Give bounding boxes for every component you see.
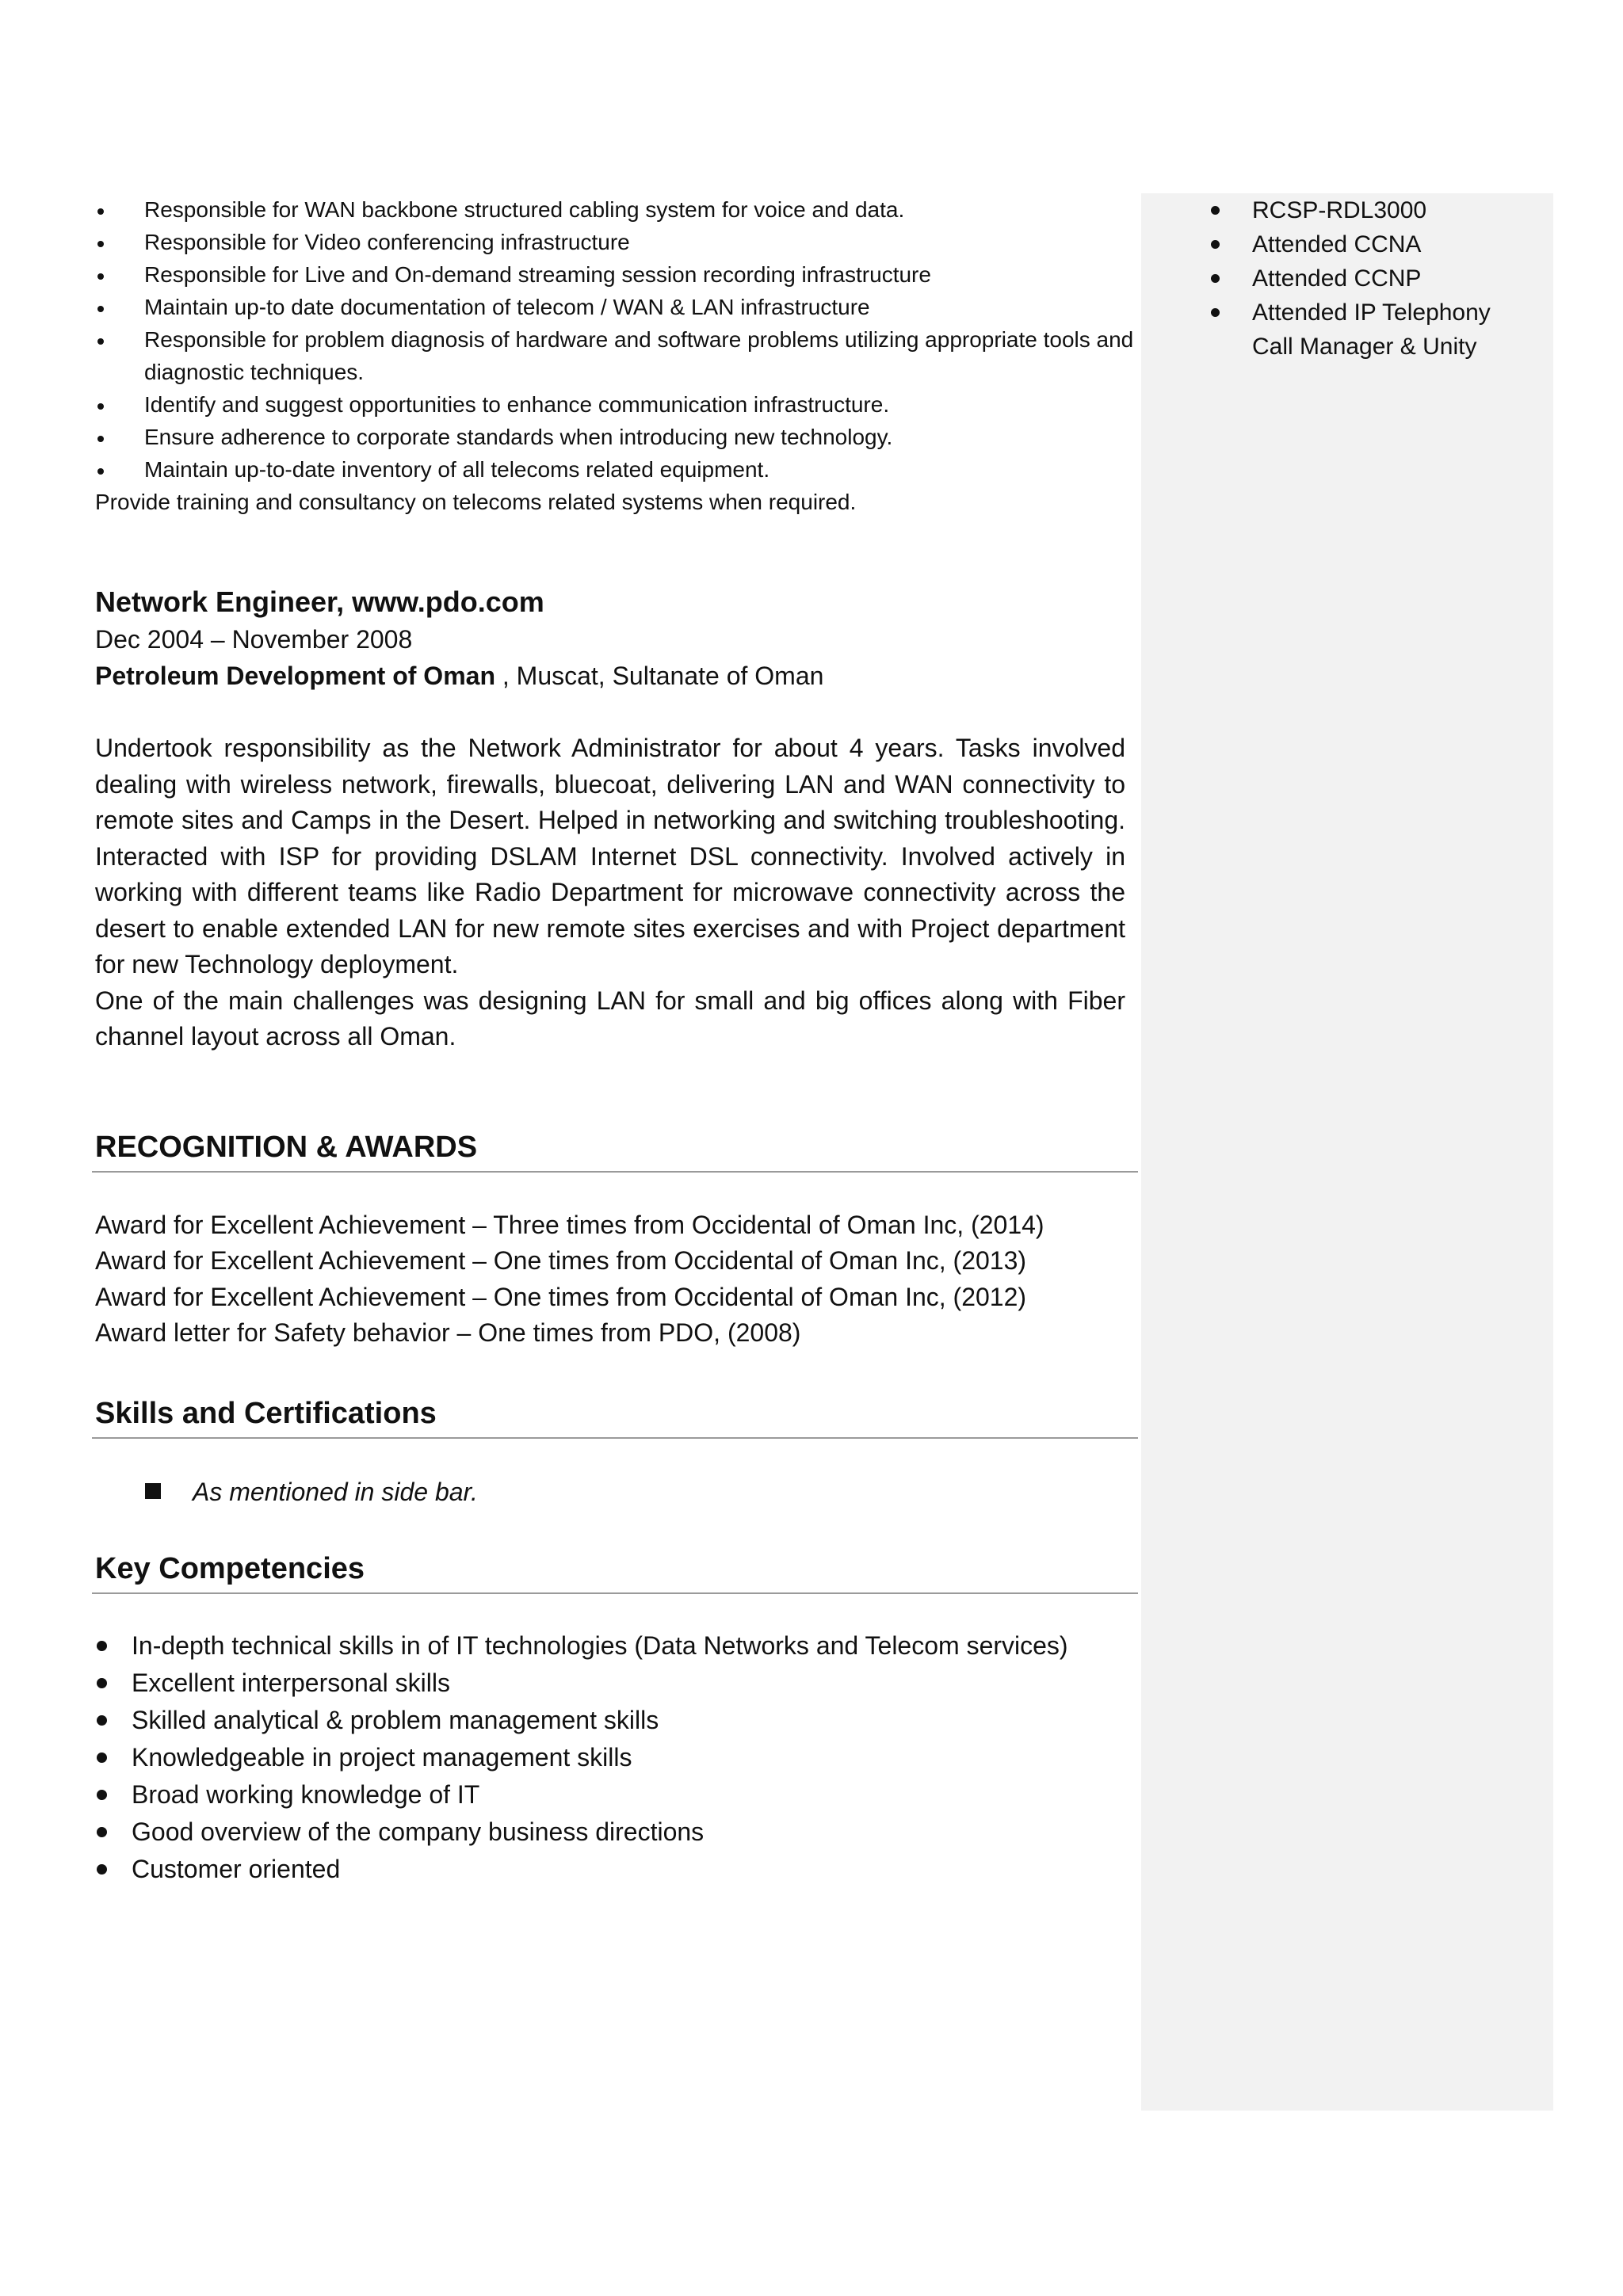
awards-heading: RECOGNITION & AWARDS	[92, 1127, 1138, 1173]
sidebar-certification-list	[1141, 193, 1553, 364]
job-title: Network Engineer, www.pdo.com	[95, 585, 544, 618]
skills-item: As mentioned in side bar.	[95, 1474, 1135, 1510]
competency-item: Good overview of the company business directions	[95, 1814, 1098, 1851]
job-description	[95, 730, 1125, 1055]
duties-list	[95, 193, 1135, 486]
competency-item: Excellent interpersonal skills	[95, 1665, 1098, 1702]
competencies-list	[95, 1627, 1135, 1888]
competency-item: Knowledgeable in project management skills	[95, 1739, 1098, 1776]
award-item: Award letter for Safety behavior – One times from PDO, (2008)	[95, 1318, 801, 1347]
duty-item: Maintain up-to-date inventory of all telecoms related equipment.	[95, 453, 1135, 486]
competency-item: In-depth technical skills in of IT technologies (Data Networks and Telecom services)	[95, 1627, 1098, 1665]
sidebar-item: Attended CCNA	[1141, 227, 1553, 261]
award-item: Award for Excellent Achievement – Three times from Occidental of Oman Inc, (2014)	[95, 1210, 1044, 1239]
sidebar-item: Attended CCNP	[1141, 261, 1553, 296]
job-dates: Dec 2004 – November 2008	[95, 625, 413, 654]
award-item: Award for Excellent Achievement – One times from Occidental of Oman Inc, (2012)	[95, 1282, 1027, 1311]
job-company: Petroleum Development of Oman	[95, 662, 495, 690]
duty-item: Responsible for Video conferencing infrastructure	[95, 226, 1135, 258]
duty-item: Maintain up-to date documentation of telecom / WAN & LAN infrastructure	[95, 291, 1135, 323]
sidebar	[1141, 193, 1553, 2111]
job-company-line	[95, 658, 1135, 694]
duty-trailing-line: Provide training and consultancy on telecoms related systems when required.	[95, 490, 857, 514]
skills-heading: Skills and Certifications	[92, 1393, 1138, 1439]
competency-item: Skilled analytical & problem management skills	[95, 1702, 1098, 1739]
duty-item: Identify and suggest opportunities to enhance communication infrastructure.	[95, 388, 1135, 421]
job-description-paragraph: One of the main challenges was designing LAN for small and big offices along with Fiber channel layout across all Oman.	[95, 986, 1125, 1051]
skills-list	[95, 1474, 1135, 1510]
duty-item: Responsible for Live and On-demand streaming session recording infrastructure	[95, 258, 1135, 291]
duty-item: Ensure adherence to corporate standards when introducing new technology.	[95, 421, 1135, 453]
duty-item: Responsible for problem diagnosis of hardware and software problems utilizing appropriate tools and diagnostic techniques.	[95, 323, 1135, 388]
job-location: , Muscat, Sultanate of Oman	[495, 662, 824, 690]
sidebar-item: Attended IP Telephony Call Manager & Unity	[1141, 296, 1553, 364]
awards-list	[95, 1207, 1135, 1352]
main-column	[95, 193, 1135, 1888]
competencies-heading: Key Competencies	[92, 1548, 1138, 1594]
job-description-paragraph: Undertook responsibility as the Network Administrator for about 4 years. Tasks involved dealing with wireless network, firewalls, bluecoat, delivering LAN and WAN connectivity to remote sites and Camps in the Desert. Helped in networking and switching troubleshooting. Interacted with ISP for providing DSLAM Internet DSL connectivity. Involved actively in working with different teams like Radio Department for microwave connectivity across the desert to enable extended LAN for new remote sites exercises and with Project department for new Technology deployment.	[95, 734, 1125, 978]
competency-item: Customer oriented	[95, 1851, 1098, 1888]
duty-item: Responsible for WAN backbone structured cabling system for voice and data.	[95, 193, 1135, 226]
sidebar-item: RCSP-RDL3000	[1141, 193, 1553, 227]
award-item: Award for Excellent Achievement – One times from Occidental of Oman Inc, (2013)	[95, 1246, 1027, 1275]
competency-item: Broad working knowledge of IT	[95, 1776, 1098, 1814]
